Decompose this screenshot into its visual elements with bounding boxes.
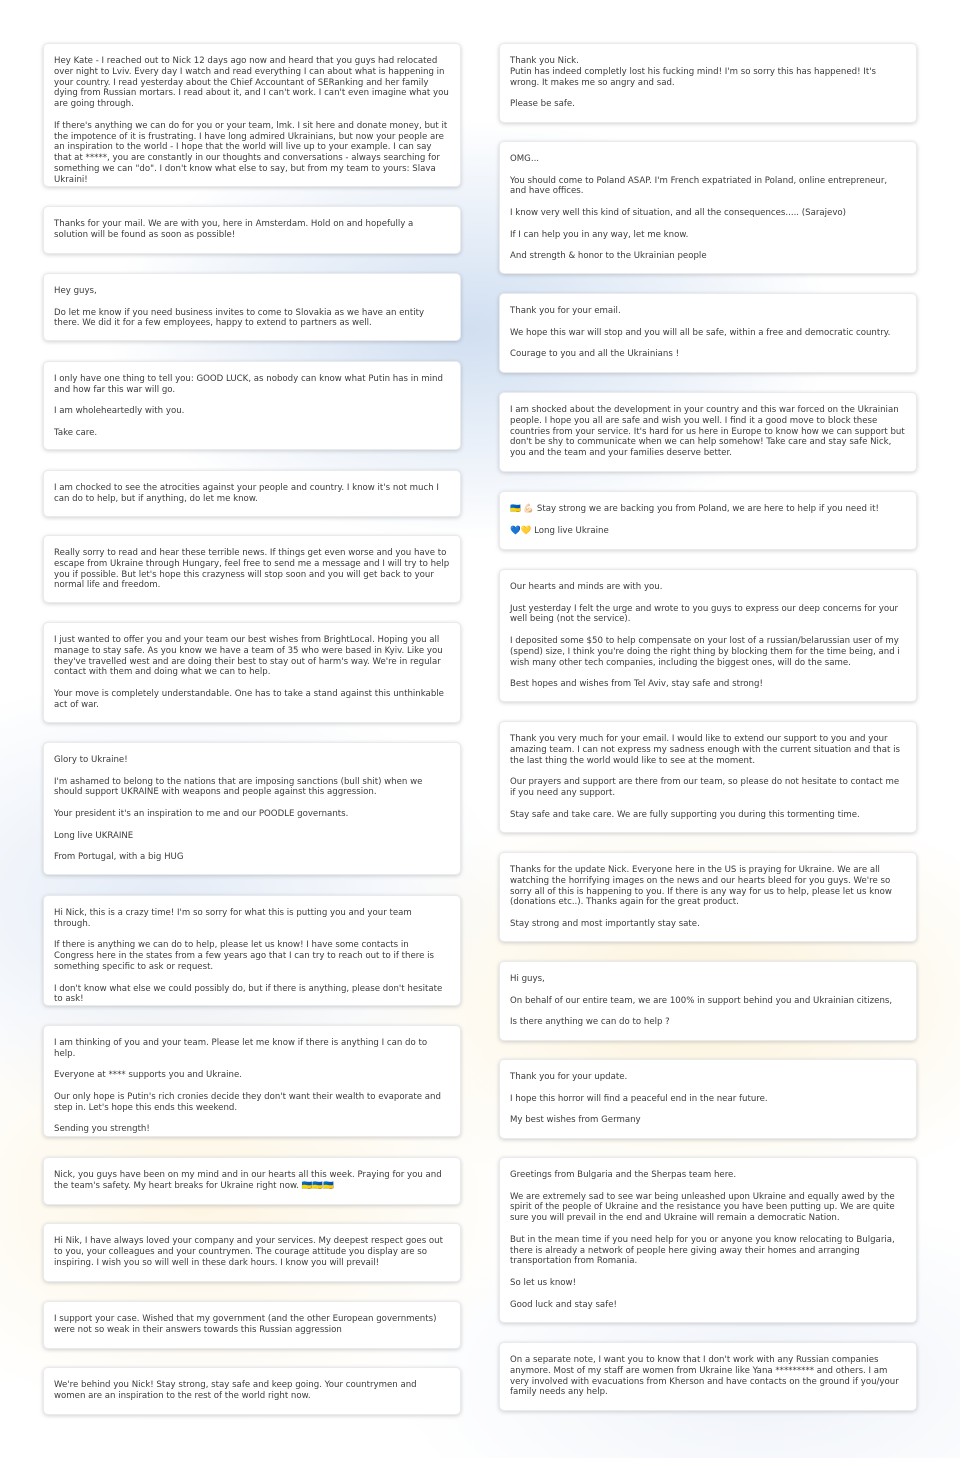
message-card	[43, 742, 461, 875]
message-paragraph: Just yesterday I felt the urge and wrote to you guys to express our deep concerns for your well being (not the service).	[510, 603, 899, 625]
message-paragraph: OMG...	[510, 154, 540, 164]
message-card	[499, 1059, 917, 1139]
message-paragraph: My best wishes from Germany	[510, 1115, 641, 1126]
message-paragraph: If there is anything we can do to help, please let us know! I have some contacts in Congress here in the states from a few years ago that I can try to reach out to if there is something specific to ask or request.	[54, 940, 434, 972]
message-card	[499, 43, 917, 123]
message-card	[43, 361, 461, 450]
message-card	[43, 895, 461, 1006]
message-paragraph: Courage to you and all the Ukrainians !	[510, 349, 680, 360]
message-paragraph: Stay strong and most importantly stay sate.	[510, 918, 700, 929]
message-paragraph: I deposited some $50 to help compensate on your lost of a russian/belarussian user of my (spend) size, I think you're doing the right thing by blocking them for the time being, and i wish many other tech companies, including the biggest ones, will do the same.	[510, 635, 900, 668]
message-paragraph: We hope this war will stop and you will all be safe, within a free and democratic country.	[510, 327, 891, 338]
message-paragraph: Hi guys,	[510, 974, 545, 984]
message-paragraph: Stay safe and take care. We are fully supporting you during this tormenting time.	[510, 809, 860, 820]
message-paragraph: Sending you strength!	[54, 1124, 150, 1135]
message-paragraph: Thank you Nick. Putin has indeed completly lost his fucking mind! I'm so sorry this has happened! It's wrong. It makes me so angry and sad.	[510, 56, 877, 88]
message-paragraph: And strength & honor to the Ukrainian people	[510, 251, 707, 262]
message-card	[43, 535, 461, 603]
message-paragraph: On a separate note, I want you to know that I don't work with any Russian companies anymore. Most of my staff are women from Ukraine like Yana ********* and others. I am very involved with evacuations from Kherson and have contacts on the ground if you/your family needs any help.	[510, 1355, 899, 1398]
message-card	[43, 1301, 461, 1349]
message-card	[499, 961, 917, 1041]
message-paragraph: You should come to Poland ASAP. I'm French expatriated in Poland, online entrepreneur, and have offices.	[510, 175, 888, 197]
message-paragraph: If I can help you in any way, let me know.	[510, 229, 689, 240]
message-card	[499, 721, 917, 833]
message-paragraph: Thanks for the update Nick. Everyone here in the US is praying for Ukraine. We are all watching the horrifying images on the news and our hearts bleed for you guys. We're so sorry all of this is happening to you. If there is any way for us to help, please let us know (donations etc..). Thanks again for the great product.	[510, 865, 892, 908]
message-paragraph: Really sorry to read and hear these terrible news. If things get even worse and you have to escape from Ukraine through Hungary, feel free to send me a message and I will try to help you if possible. But let's hope this crazyness will stop soon and you will get back to your normal life and freedom.	[54, 548, 450, 591]
message-paragraph: I'm ashamed to belong to the nations that are imposing sanctions (bull shit) when we should support UKRAINE with weapons and people against this aggression.	[54, 776, 423, 798]
message-card	[43, 470, 461, 517]
message-paragraph: Good luck and stay safe!	[510, 1299, 617, 1310]
message-paragraph: I am wholeheartedly with you.	[54, 406, 185, 417]
message-paragraph: Our hearts and minds are with you.	[510, 582, 663, 592]
message-card	[43, 1223, 461, 1282]
message-card	[499, 141, 917, 274]
message-paragraph: We are extremely sad to see war being unleashed upon Ukraine and equally awed by the spirit of the people of Ukraine and the resistance you have been putting up. We are quite sure you will prevail in the end and Ukraine will remain a democratic Nation.	[510, 1191, 895, 1224]
message-paragraph: From Portugal, with a big HUG	[54, 852, 184, 863]
message-paragraph: On behalf of our entire team, we are 100% in support behind you and Ukrainian citizens,	[510, 995, 893, 1006]
message-card	[499, 392, 917, 472]
message-paragraph: I support your case. Wished that my government (and the other European governments) were not so weak in their answers towards this Russian aggression	[54, 1314, 437, 1335]
message-paragraph: Our only hope is Putin's rich cronies decide they don't want their wealth to evaporate and step in. Let's hope this ends this weekend.	[54, 1091, 441, 1113]
message-card	[499, 1342, 917, 1411]
message-paragraph: But in the mean time if you need help for you or anyone you know relocating to Bulgaria, there is already a network of people here giving away their homes and arranging transportation from Romania.	[510, 1234, 895, 1267]
message-paragraph: Thanks for your mail. We are with you, here in Amsterdam. Hold on and hopefully a solution will be found as soon as possible!	[54, 219, 414, 240]
message-paragraph: 🇺🇦 💪🏻 Stay strong we are backing you from Poland, we are here to help if you need it!	[510, 504, 879, 514]
message-paragraph: I am thinking of you and your team. Please let me know if there is anything I can do to help.	[54, 1038, 428, 1059]
message-paragraph: If there's anything we can do for you or your team, lmk. I sit here and donate money, but it the impotence of it is frustrating. I have long admired Ukrainians, but now your people are an inspiration to the world - I hope that the world will live up to your example. I can say that at *****, you are constantly in our thoughts and conversations - always searching for something we can "do". I don't know what else to say, but from my team to yours: Slava Ukraini!	[54, 120, 448, 185]
message-card	[499, 569, 917, 702]
message-card	[43, 1157, 461, 1205]
message-paragraph: I only have one thing to tell you: GOOD LUCK, as nobody can know what Putin has in mind and how far this war will go.	[54, 374, 443, 395]
message-card	[43, 273, 461, 341]
message-paragraph: Our prayers and support are there from our team, so please do not hesitate to contact me if you need any support.	[510, 777, 900, 798]
message-paragraph: I am shocked about the development in your country and this war forced on the Ukrainian people. I hope you all are safe and wish you well. I find it a good move to block these countries from your service. It's hard for us here in Europe to know how we can support but don't be shy to communicate when we can help somehow! Take care and stay safe Nick, you and the team and your families deserve better.	[510, 405, 905, 459]
message-paragraph: 💙💛 Long live Ukraine	[510, 525, 609, 536]
message-paragraph: Your move is completely understandable. One has to take a stand against this unthinkable act of war.	[54, 688, 444, 710]
message-card	[43, 622, 461, 723]
message-paragraph: Best hopes and wishes from Tel Aviv, stay safe and strong!	[510, 679, 763, 690]
message-paragraph: I know very well this kind of situation, and all the consequences..... (Sarajevo)	[510, 207, 847, 218]
message-paragraph: Your president it's an inspiration to me and our POODLE governants.	[54, 808, 349, 819]
message-paragraph: Please be safe.	[510, 99, 575, 110]
message-card	[499, 852, 917, 942]
message-card	[499, 491, 917, 550]
message-paragraph: Is there anything we can do to help ?	[510, 1017, 670, 1028]
message-paragraph: Do let me know if you need business invites to come to Slovakia as we have an entity there. We did it for a few employees, happy to extend to partners as well.	[54, 307, 425, 329]
message-paragraph: I hope this horror will find a peaceful end in the near future.	[510, 1093, 768, 1104]
message-paragraph: Everyone at **** supports you and Ukraine.	[54, 1070, 242, 1081]
message-card	[43, 1367, 461, 1415]
message-paragraph: Thank you very much for your email. I would like to extend our support to you and your amazing team. I can not express my sadness enough with the current situation and that is the last thing the world would like to see at the moment.	[510, 734, 900, 766]
message-paragraph: Hi Nick, this is a crazy time! I'm so sorry for what this is putting you and your team through.	[54, 908, 412, 929]
message-card	[43, 43, 461, 187]
message-paragraph: Thank you for your update.	[510, 1072, 628, 1082]
message-paragraph: Greetings from Bulgaria and the Sherpas team here.	[510, 1170, 737, 1180]
message-paragraph: Long live UKRAINE	[54, 830, 134, 841]
message-paragraph: I am chocked to see the atrocities against your people and country. I know it's not much I can do to help, but if anything, do let me know.	[54, 483, 439, 504]
message-paragraph: Hey Kate - I reached out to Nick 12 days ago now and heard that you guys had relocated over night to Lviv. Every day I watch and read everything I can about what is happening in your country. I read yesterday about the Chief Accountant of SERanking and her family dying from Russian mortars. I read about it, and I can't work. I can't even imagine what you are going through.	[54, 56, 449, 110]
message-paragraph: So let us know!	[510, 1277, 577, 1288]
message-card	[499, 293, 917, 373]
message-card	[43, 206, 461, 254]
message-paragraph: Hey guys,	[54, 286, 97, 296]
message-paragraph: I don't know what else we could possibly do, but if there is anything, please don't hesitate to ask!	[54, 983, 443, 1005]
message-paragraph: I just wanted to offer you and your team our best wishes from BrightLocal. Hoping you all manage to stay safe. As you know we have a team of 35 who were based in Kyiv. Like you they've travelled west and are doing their best to stay out of harm's way. We're in regular contact with them and doing what we can to help.	[54, 635, 443, 678]
message-paragraph: Nick, you guys have been on my mind and in our hearts all this week. Praying for you and the team's safety. My heart breaks for Ukraine right now. 🇺🇦🇺🇦🇺🇦	[54, 1170, 442, 1191]
message-paragraph: We're behind you Nick! Stay strong, stay safe and keep going. Your countrymen and women are an inspiration to the rest of the world right now.	[54, 1380, 417, 1401]
message-card	[499, 1157, 917, 1323]
message-paragraph: Hi Nik, I have always loved your company and your services. My deepest respect goes out to you, your colleagues and your countrymen. The courage attitude you display are so inspiring. I wish you so will well in these dark hours. I know you will prevail!	[54, 1236, 443, 1268]
message-paragraph: Thank you for your email.	[510, 306, 621, 316]
message-paragraph: Take care.	[54, 427, 98, 438]
message-card	[43, 1025, 461, 1137]
message-paragraph: Glory to Ukraine!	[54, 755, 128, 765]
